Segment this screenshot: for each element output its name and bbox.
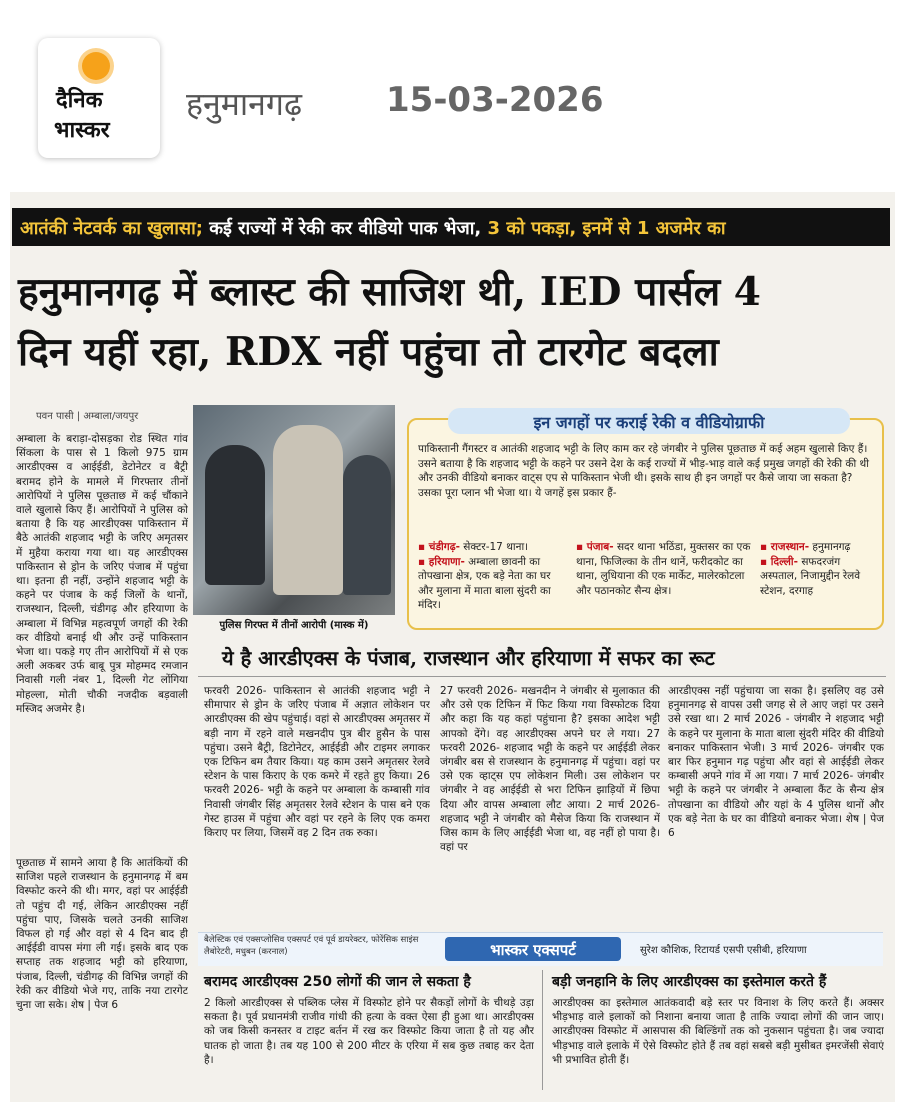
edition-place: हनुमानगढ़ [186, 85, 302, 123]
headline-line1: हनुमानगढ़ में ब्लास्ट की साजिश थी, IED पार्सल 4 [18, 269, 761, 315]
person-figure [343, 455, 391, 595]
logo-line1: दैनिक [56, 87, 103, 113]
expert-para-2: आरडीएक्स का इस्तेमाल आतंकवादी बड़े स्तर पर विनाश के लिए करते हैं। अक्सर भीड़भाड़ वाले इलाकों को निशाना बनाया जाता है ताकि ज्यादा लोगों की जान जाए। आरडीएक्स विस्फोट में आसपास की बिल्डिंगों तक को नुकसान पहुंचता है। जब ज्यादा भीड़भाड़ वाले इलाके में ऐसे विस्फोट होते हैं तब वहां सबसे बड़ी मुसीबत इमरजेंसी सेवाएं भी प्रभावित होती हैं। [552, 997, 884, 1066]
text-punjab: सदर थाना भठिंडा, मुक्तसर का एक थाना, फिजिल्का के तीन थानें, फरीदकोट का थाना, लुधियाना की एक मार्केट, मालेरकोटला और पठानकोट सैन्य क्षेत्र। [576, 541, 751, 597]
headline [18, 262, 888, 382]
text-haryana: अम्बाला छावनी का तोपखाना क्षेत्र, एक बड़े नेता का घर और मुलाना में माता बाला सुंदरी का मंदिर। [418, 555, 551, 611]
edition-date: 15-03-2026 [386, 80, 604, 120]
byline: पवन पासी | अम्बाला/जयपुर [36, 411, 139, 422]
kicker-text: कई राज्यों में रेकी कर वीडियो पाक भेजा, [202, 218, 482, 239]
divider [542, 970, 543, 1090]
accused-photo [193, 405, 395, 615]
label-punjab: ▪ पंजाब- [576, 541, 614, 553]
route-col-2: 27 फरवरी 2026- मखनदीन ने जंगबीर से मुलाकात की और उसे एक टिफिन में फिट किया गया विस्फोटक दिया और कहा कि यह कहां पहुंचाना है? इसका आदेश भट्टी आपको देंगे। वह आरडीएक्स अपने घर ले गया। 27 फरवरी 2026- शहजाद भट्टी के कहने पर आईईडी लेकर जंगबीर बस से राजस्थान के हनुमानगढ़ में पहुंचा। वहां पर उसे एक व्हाट्स एप लोकेशन मिली। उस लोकेशन पर जंगबीर ने वह आईईडी से भरा टिफिन झाड़ियों में छिपा दिया और वापस अम्बाला लौट आया। 2 मार्च 2026- शहजाद भट्टी ने जंगबीर को मैसेज किया कि राजस्थान में जिस काम के लिए आईईडी भेजा था, वह नहीं हो पाया है। वहां पर [440, 685, 660, 854]
recce-col-1 [418, 540, 568, 613]
kicker-strip [12, 208, 890, 246]
text-delhi: सफदरजंग अस्पताल, निजामुद्दीन रेलवे स्टेशन, दरगाह [760, 555, 861, 597]
text-chandigarh: सेक्टर-17 थाना। [459, 541, 529, 553]
header-bar [0, 0, 903, 188]
label-delhi: ▪ दिल्ली- [760, 555, 798, 568]
label-haryana: ▪ हरियाणा- [418, 555, 465, 568]
expert-badge: भास्कर एक्सपर्ट [445, 937, 621, 961]
headline-line2: दिन यहीं रहा, RDX नहीं पहुंचा तो टारगेट बदला [18, 329, 719, 375]
recce-col-3 [760, 540, 878, 598]
expert-heading-1: बरामद आरडीएक्स 250 लोगों की जान ले सकता है [204, 974, 471, 990]
expert-author: सुरेश कौशिक, रिटायर्ड एसपी एसीबी, हरियाणा [640, 945, 807, 956]
recce-box-intro: पाकिस्तानी गैंगस्टर व आतंकी शहजाद भट्टी के लिए काम कर रहे जंगबीर ने पुलिस पूछताछ में कई अहम खुलासे किए हैं। उसने बताया है कि शहजाद भट्टी के कहने पर उसने देश के कई राज्यों में भीड़-भाड़ वाले कई प्रमुख जगहों की रेकी की थी और उनकी वीडियो बनाकर वाट्स एप से पाकिस्तान भेजी थी। इसके साथ ही इन जगहों पर कैसे जाया जा सकता है? उसका पूरा प्लान भी भेजा था। ये जगहें इस प्रकार हैं- [418, 443, 869, 499]
kicker-highlight2: 3 को पकड़ा, इनमें से 1 अजमेर का [481, 218, 726, 239]
left-column-para1: अम्बाला के बराड़ा-दोसड़का रोड स्थित गांव सिंकला के पास से 1 किलो 975 ग्राम आरडीएक्स व आईईडी, डेटोनेटर व बैट्री बरामद होने के मामले में गिरफ्तार तीनों आरोपियों ने पुलिस पूछताछ में कई चौंकाने वाले खुलासे किए हैं। आरोपियों ने पुलिस को बताया है कि यह आरडीएक्स पाकिस्तान में बैठे आतंकी शहजाद भट्टी के जरिए अमृतसर में मुहैया कराया गया था। यह आरडीएक्स पाकिस्तान से ड्रोन के जरिए पंजाब में पहुंचा था। इतना ही नहीं, उन्होंने शहजाद भट्टी के कहने पर पंजाब के कई जिलों के थानों, राजस्थान, दिल्ली, चंडीगढ़ और हरियाणा के अम्बाला में विभिन्न महत्वपूर्ण जगहों की रेकी कर वीडियो बनाई थी और उन्हें पाकिस्तान भेजा था। पकड़े गए तीन आरोपियों में से एक अली अकबर उर्फ बाबू पुत्र मोहम्मद रमजान निवासी गली नंबर 1, दिल्ली गेट लोंगिया मोहल्ला, मोती चौकी नजदीक बड़वाली मस्जिद अजमेर है। [16, 433, 188, 715]
person-figure [273, 425, 343, 595]
sun-icon [82, 52, 110, 80]
divider [198, 676, 886, 677]
kicker-highlight: आतंकी नेटवर्क का खुलासा; [20, 218, 203, 239]
left-column-para2: पूछताछ में सामने आया है कि आतंकियों की साजिश पहले राजस्थान के हनुमानगढ़ में बम विस्फोट करने की थी। मगर, वहां पर आईईडी तो पहुंच दी गई, लेकिन आरडीएक्स नहीं पहुंचा पाए, जिसके चलते उनकी साजिश विफल हो गई और वहां से 4 दिन बाद ही आईईडी वापस मंगा ली गई। इसके बाद एक सप्ताह तक शहजाद भट्टी को हरियाणा, पंजाब, दिल्ली, चंडीगढ़ की विभिन्न जगहों की रेकी कर वीडियो भेजे गए, ताकि नया टारगेट चुना जा सके। शेष | पेज 6 [16, 857, 188, 1012]
label-chandigarh: ▪ चंडीगढ़- [418, 541, 460, 553]
dainik-bhaskar-logo [38, 38, 160, 158]
expert-note: बैलेस्टिक एवं एक्सप्लोसिव एक्सपर्ट एवं पूर्व डायरेक्टर, फोरेंसिक साइंस लैबोरेटरी, मधुबन (करनाल) [204, 935, 419, 957]
route-col-3: आरडीएक्स नहीं पहुंचाया जा सका है। इसलिए वह उसे हनुमानगढ़ से वापस उसी जगह से ले आए जहां पर उसने उसे रखा था। 2 मार्च 2026 - जंगबीर ने शहजाद भट्टी के कहने पर मुलाना के माता बाला सुंदरी मंदिर की वीडियो बनाकर पाकिस्तान भेजी। 3 मार्च 2026- जंगबीर एक बार फिर हनुमान गढ़ पहुंचा और वहां से आईईडी लेकर कम्बासी अपने गांव में आ गया। 7 मार्च 2026- जंगबीर भट्टी के कहने पर जंगबीर ने अम्बाला कैंट के सैन्य क्षेत्र तोपखाना का वीडियो और यहां के 4 पुलिस थानों और एक बड़े नेता के घर का वीडियो बनाकर भेजा। शेष | पेज 6 [668, 685, 884, 840]
logo-line2: भास्कर [54, 117, 110, 143]
expert-para-1: 2 किलो आरडीएक्स से पब्लिक प्लेस में विस्फोट होने पर सैकड़ों लोगों के चीथड़े उड़ा सकता है। पूर्व प्रधानमंत्री राजीव गांधी की हत्या के वक्त ऐसा ही हुआ था। आरडीएक्स को जब किसी कनस्तर व टाइट बर्तन में रख कर विस्फोट किया जाता है तो यह और घातक हो जाता है। तब यह 100 से 200 मीटर के एरिया में सब कुछ तबाह कर देता है। [204, 997, 534, 1066]
person-figure [205, 445, 265, 585]
route-title: ये है आरडीएक्स के पंजाब, राजस्थान और हरियाणा में सफर का रूट [222, 646, 715, 670]
route-col-1: फरवरी 2026- पाकिस्तान से आतंकी शहजाद भट्टी ने सीमापार से ड्रोन के जरिए पंजाब में अज्ञात लोकेशन पर आरडीएक्स की खेप पहुंचाई। वहां से आरडीएक्स अमृतसर में बड़ी नाग में रहने वाले मखनदीप पुत्र बीर हुसैन के पास पहुंचा। उसने बैट्री, डिटोनेटर, आईईडी और टाइमर लगाकर एक टिफिन बम तैयार किया। यह काम उसने अमृतसर रेलवे स्टेशन के पास किराए के एक कमरे में रहते हुए किया। 26 फरवरी 2026- भट्टी के कहने पर अम्बाला के कम्बासी गांव निवासी जंगबीर सिंह अमृतसर रेलवे स्टेशन के पास बने एक गेस्ट हाउस में पहुंचा और वहां पर रहने के लिए एक कमरा किराए पर लिया, जिसमें वह 2 दिन तक रुका। [204, 685, 430, 840]
recce-box-title: इन जगहों पर कराई रेकी व वीडियोग्राफी [448, 408, 850, 434]
text-rajasthan: हनुमानगढ़ [809, 541, 851, 553]
expert-heading-2: बड़ी जनहानि के लिए आरडीएक्स का इस्तेमाल करते हैं [552, 974, 827, 990]
label-rajasthan: ▪ राजस्थान- [760, 541, 810, 553]
photo-caption: पुलिस गिरफ्त में तीनों आरोपी (मास्क में) [219, 620, 369, 631]
recce-col-2 [576, 540, 752, 598]
